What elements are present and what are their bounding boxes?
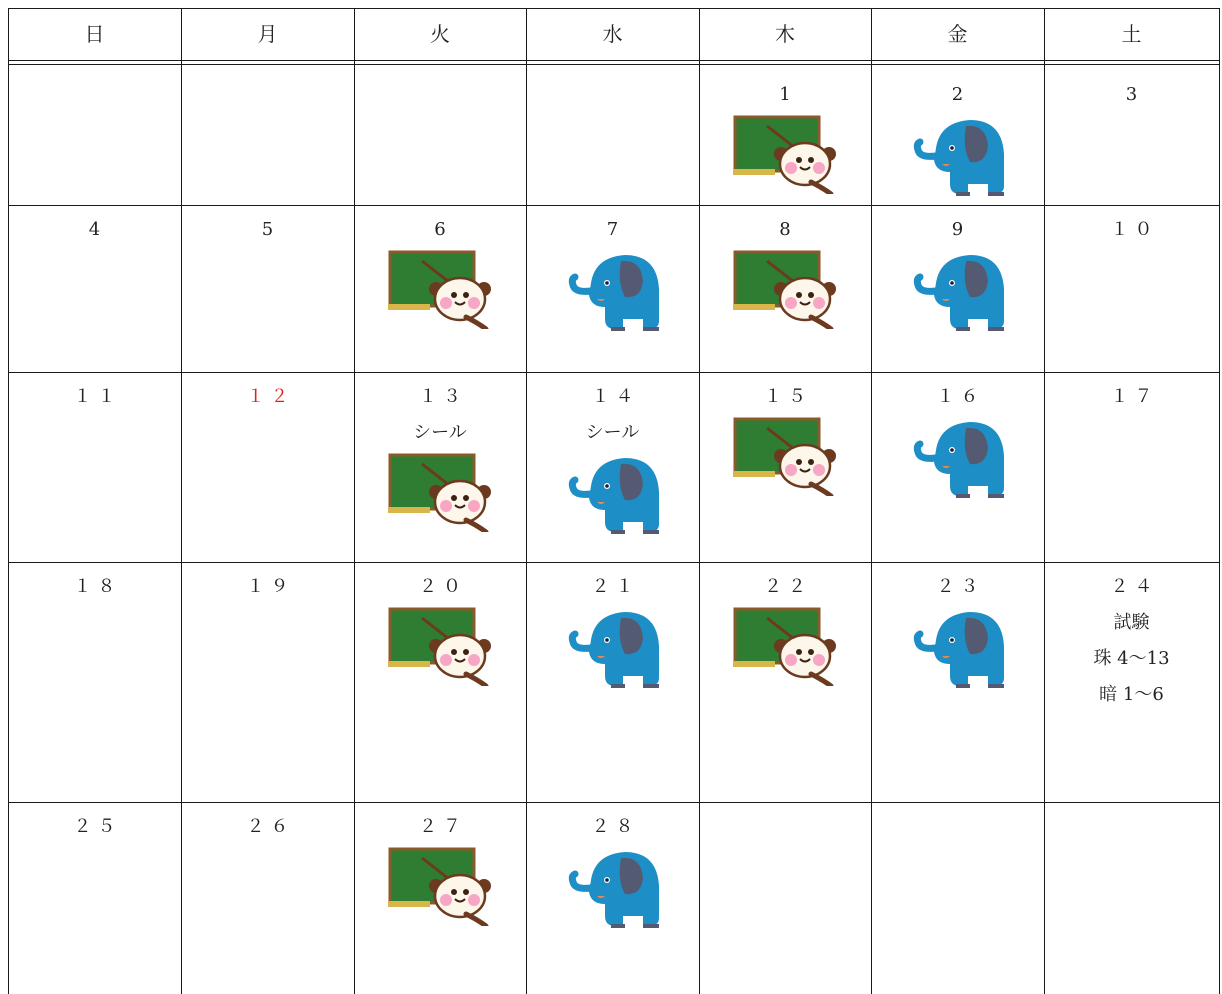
elephant-icon <box>526 249 699 337</box>
date-number <box>871 816 1044 838</box>
panda-teacher-icon <box>354 606 526 690</box>
date-number: １９ <box>246 576 295 597</box>
calendar-day-cell <box>526 70 699 205</box>
weekday-header: 木 <box>775 22 795 46</box>
date-number <box>1044 816 1219 838</box>
date-number: ２６ <box>246 816 295 837</box>
date-number: ２０ <box>419 576 467 597</box>
panda-teacher-icon <box>699 114 871 198</box>
date-number: ２２ <box>764 576 812 597</box>
calendar-day-cell <box>181 372 354 562</box>
calendar-day-cell <box>181 205 354 372</box>
date-number: 2 <box>951 84 970 105</box>
calendar-day-cell <box>354 562 526 802</box>
date-number <box>699 816 871 838</box>
date-number: ２７ <box>419 816 467 837</box>
date-number <box>354 84 526 106</box>
date-number: 5 <box>261 219 280 240</box>
calendar-day-cell <box>699 70 871 205</box>
calendar-day-cell <box>354 802 526 994</box>
date-number <box>181 84 354 106</box>
date-number: ２４ <box>1110 576 1159 597</box>
panda-teacher-icon <box>354 452 526 536</box>
calendar-day-cell <box>871 70 1044 205</box>
date-number: １４ <box>591 386 640 407</box>
grid-line-vertical <box>1219 8 1220 994</box>
calendar-day-cell <box>8 562 181 802</box>
calendar-day-cell <box>699 372 871 562</box>
elephant-icon <box>526 846 699 934</box>
grid-line-horizontal <box>8 60 1220 61</box>
elephant-icon <box>871 249 1044 337</box>
calendar-day-cell <box>1044 70 1219 205</box>
calendar-day-cell <box>526 372 699 562</box>
calendar-day-cell <box>1044 372 1219 562</box>
calendar-day-cell <box>354 205 526 372</box>
calendar-day-cell <box>1044 562 1219 802</box>
calendar-table <box>8 8 1220 994</box>
date-number: ２３ <box>936 576 985 597</box>
calendar-day-cell <box>871 562 1044 802</box>
panda-teacher-icon <box>354 249 526 333</box>
day-note: 試験 <box>1113 612 1150 633</box>
day-note: 珠 4～13 <box>1093 648 1170 669</box>
date-number: １５ <box>764 386 812 407</box>
weekday-header: 水 <box>602 22 623 46</box>
day-note: シール <box>585 422 640 443</box>
calendar-day-cell <box>8 70 181 205</box>
panda-teacher-icon <box>354 846 526 930</box>
date-number <box>8 84 181 106</box>
panda-teacher-icon <box>699 249 871 333</box>
calendar-day-cell <box>8 802 181 994</box>
date-number: 7 <box>606 219 625 240</box>
date-number: １３ <box>419 386 467 407</box>
calendar-day-cell <box>181 70 354 205</box>
grid-line-horizontal <box>8 64 1220 65</box>
date-number: ２１ <box>591 576 640 597</box>
calendar-day-cell <box>526 802 699 994</box>
panda-teacher-icon <box>699 606 871 690</box>
weekday-header: 日 <box>84 22 105 46</box>
calendar-day-cell <box>526 562 699 802</box>
date-number: ２５ <box>73 816 122 837</box>
date-number: １２ <box>246 386 295 407</box>
panda-teacher-icon <box>699 416 871 500</box>
weekday-header: 月 <box>257 22 278 46</box>
calendar-day-cell <box>8 372 181 562</box>
date-number: １８ <box>73 576 122 597</box>
elephant-icon <box>526 452 699 540</box>
date-number <box>526 84 699 106</box>
calendar-day-cell <box>354 70 526 205</box>
weekday-header: 金 <box>947 22 968 46</box>
date-number: １０ <box>1110 219 1159 240</box>
calendar-day-cell <box>526 205 699 372</box>
calendar-day-cell <box>871 802 1044 994</box>
calendar-day-cell <box>871 205 1044 372</box>
date-number: ２８ <box>591 816 640 837</box>
calendar-day-cell <box>181 802 354 994</box>
date-number: 9 <box>951 219 970 240</box>
day-note: 暗 1～6 <box>1099 684 1164 705</box>
date-number: 4 <box>88 219 107 240</box>
date-number: １７ <box>1110 386 1159 407</box>
calendar-day-cell <box>699 562 871 802</box>
calendar-day-cell <box>1044 205 1219 372</box>
calendar-day-cell <box>354 372 526 562</box>
weekday-header: 火 <box>430 22 450 46</box>
day-note: シール <box>413 422 467 443</box>
date-number: 8 <box>779 219 797 240</box>
calendar-day-cell <box>699 205 871 372</box>
elephant-icon <box>526 606 699 694</box>
weekday-header: 土 <box>1121 22 1142 46</box>
date-number: 3 <box>1125 84 1144 105</box>
date-number: 1 <box>779 84 797 105</box>
date-number: １１ <box>73 386 122 407</box>
calendar-day-cell <box>8 205 181 372</box>
calendar-day-cell <box>1044 802 1219 994</box>
calendar-day-cell <box>181 562 354 802</box>
elephant-icon <box>871 606 1044 694</box>
elephant-icon <box>871 114 1044 202</box>
calendar-day-cell <box>699 802 871 994</box>
date-number: １６ <box>936 386 985 407</box>
elephant-icon <box>871 416 1044 504</box>
date-number: 6 <box>434 219 452 240</box>
calendar-day-cell <box>871 372 1044 562</box>
